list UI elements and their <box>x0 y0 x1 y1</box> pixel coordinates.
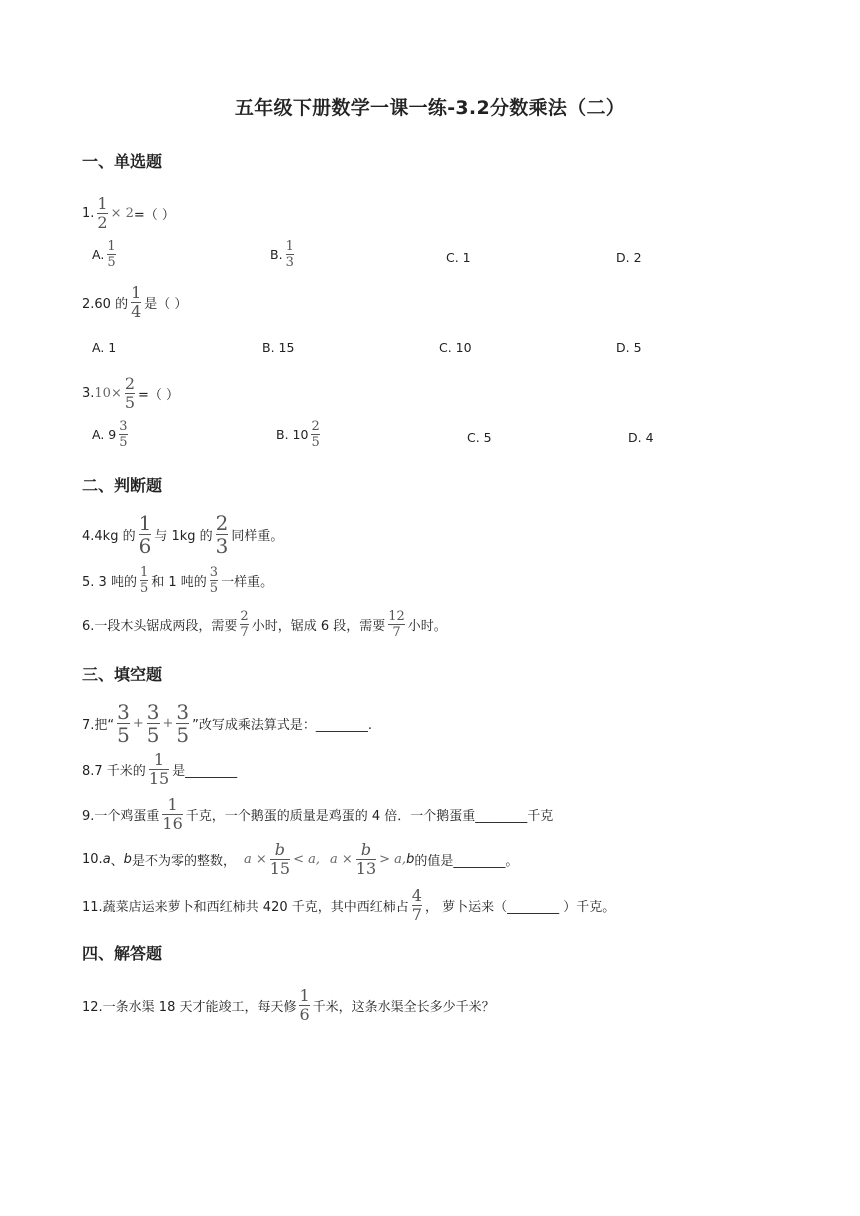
fraction: $\frac{b}{15}$ <box>269 840 291 878</box>
fraction: $\frac{3}{5}$ <box>119 419 128 450</box>
question-tail: =（ ） <box>133 208 175 223</box>
fraction: $\frac{1}{5}$ <box>139 565 149 596</box>
fraction: $\frac{2}{5}$ <box>124 374 136 412</box>
fraction: $\frac{1}{3}$ <box>285 239 294 270</box>
question-9: 9.一个鸡蛋重 $\frac{1}{16}$ 千克，一个鹅蛋的质量是鸡蛋的 4 倍．一个鹅蛋重________千克 <box>82 795 554 833</box>
question-3: 3. 10× $\frac{2}{5}$ =（ ） <box>82 374 180 412</box>
question-12: 12.一条水渠 18 天才能竣工，每天修 $\frac{1}{6}$ 千米，这条水渠全长多少千米？ <box>82 986 495 1024</box>
question-number: 1. <box>82 206 95 221</box>
expression: < a, <box>293 852 321 867</box>
fraction: $\frac{1}{6}$ <box>138 511 152 558</box>
fraction: $\frac{2}{5}$ <box>311 419 320 450</box>
fraction: $\frac{1}{15}$ <box>148 750 170 788</box>
q1-option-d[interactable]: D. 2 <box>616 250 642 265</box>
fraction: $\frac{1}{4}$ <box>131 283 142 321</box>
question-10: 10. a 、 b 是不为零的整数， a × $\frac{b}{15}$ < a, a × $\frac{b}{13}$ > a, b 的值是________。 <box>82 840 519 878</box>
fraction: $\frac{2}{3}$ <box>215 511 229 558</box>
fraction: $\frac{b}{13}$ <box>355 840 377 878</box>
question-6: 6.一段木头锯成两段，需要 $\frac{2}{7}$ 小时，锯成 6 段，需要 $\frac{12}{7}$ 小时。 <box>82 609 447 640</box>
expression: a × <box>243 852 267 867</box>
fraction: $\frac{1}{16}$ <box>162 795 183 833</box>
question-11: 11.蔬菜店运来萝卜和西红柿共 420 千克，其中西红柿占 $\frac{4}{7}$ ， 萝卜运来（________ ）千克。 <box>82 886 616 924</box>
q3-option-c[interactable]: C. 5 <box>467 430 492 445</box>
section-heading-word-problems: 四、解答题 <box>82 944 163 963</box>
section-heading-single-choice: 一、单选题 <box>82 152 163 171</box>
plus-sign: + <box>132 716 144 731</box>
q3-option-d[interactable]: D. 4 <box>628 430 654 445</box>
expression: a × <box>330 852 353 867</box>
section-heading-fill-blank: 三、填空题 <box>82 665 163 684</box>
fraction: $\frac{3}{5}$ <box>209 565 219 596</box>
fraction: $\frac{1}{6}$ <box>299 986 310 1024</box>
fraction: $\frac{3}{5}$ <box>146 700 160 747</box>
fraction: $\frac{3}{5}$ <box>117 700 130 747</box>
question-7: 7.把“ $\frac{3}{5}$ + $\frac{3}{5}$ + $\frac{3}{5}$ ”改写成乘法算式是：________. <box>82 700 373 747</box>
fraction: $\frac{1}{2}$ <box>97 194 108 232</box>
expression: × 2 <box>110 206 134 221</box>
fraction: $\frac{4}{7}$ <box>411 886 422 924</box>
plus-sign: + <box>162 716 174 731</box>
expression: 10× <box>94 386 122 401</box>
question-1 <box>82 196 175 231</box>
q1-option-c[interactable]: C. 1 <box>446 250 471 265</box>
question-5: 5. 3 吨的 $\frac{1}{5}$ 和 1 吨的 $\frac{3}{5}$ 一样重。 <box>82 565 274 596</box>
q1-option-b[interactable]: B. $\frac{1}{3}$ <box>270 239 294 270</box>
section-heading-true-false: 二、判断题 <box>82 476 163 495</box>
q2-option-a[interactable]: A. 1 <box>92 340 117 355</box>
fraction: $\frac{2}{7}$ <box>240 609 249 640</box>
q2-option-b[interactable]: B. 15 <box>262 340 295 355</box>
expression: > a, <box>379 852 407 867</box>
fraction: $\frac{3}{5}$ <box>176 700 190 747</box>
question-2: 2.60 的 $\frac{1}{4}$ 是（ ） <box>82 283 188 321</box>
question-4: 4.4kg 的 $\frac{1}{6}$ 与 1kg 的 $\frac{2}{3}$ 同样重。 <box>82 511 284 558</box>
q1-option-a[interactable]: A. $\frac{1}{5}$ <box>92 239 116 270</box>
q3-option-b[interactable]: B. 10 $\frac{2}{5}$ <box>276 419 320 450</box>
fraction: $\frac{12}{7}$ <box>388 609 405 640</box>
q3-option-a[interactable]: A. 9 $\frac{3}{5}$ <box>92 419 128 450</box>
question-8: 8.7 千米的 $\frac{1}{15}$ 是________ <box>82 750 238 788</box>
q2-option-c[interactable]: C. 10 <box>439 340 472 355</box>
page-title: 五年级下册数学一课一练-3.2分数乘法（二） <box>234 97 626 119</box>
fraction: $\frac{1}{5}$ <box>107 239 116 270</box>
q2-option-d[interactable]: D. 5 <box>616 340 642 355</box>
